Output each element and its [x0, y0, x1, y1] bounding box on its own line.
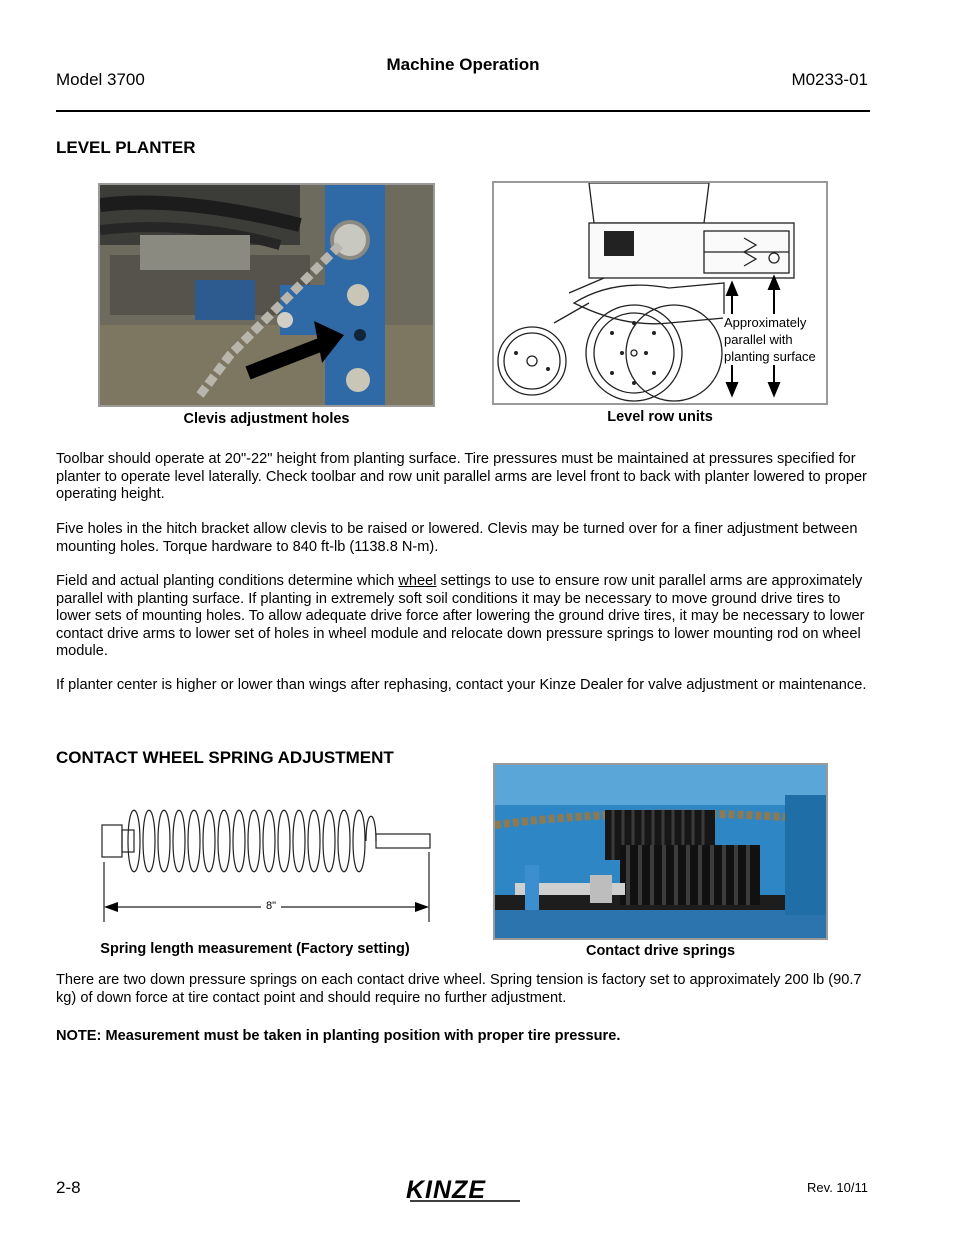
paragraph-rephasing: If planter center is higher or lower than wings after rephasing, contact your Kinze Dealer for valve adjustment or maintenance.: [56, 677, 867, 693]
revision: Rev. 10/11: [807, 1180, 868, 1195]
kinze-logo-text: KINZE: [406, 1176, 486, 1204]
caption-clevis-holes: Clevis adjustment holes: [183, 411, 350, 427]
contact-springs-photo: [493, 763, 828, 940]
header-divider: [56, 110, 870, 112]
section-title-level-planter: LEVEL PLANTER: [56, 138, 196, 157]
paragraph-down-pressure-springs: There are two down pressure springs on each contact drive wheel. Spring tension is factory set to approximately 200 lb (90.7 kg) of down force at tire contact point and should require no further adjustment.: [56, 972, 862, 1006]
spring-drawing: [98, 790, 438, 930]
clevis-photo: [98, 183, 435, 407]
kinze-logo: [404, 1176, 524, 1204]
paragraph-field-conditions-start: Field and actual planting conditions determine which: [56, 573, 399, 589]
caption-contact-drive-springs: Contact drive springs: [585, 943, 736, 959]
paragraph-field-conditions-end: settings to use to ensure row unit parallel arms are approximately parallel with planting surface. If planting in extremely soft soil conditions it may be necessary to move ground drive tires to lower sets of mounting holes. To allow adequate drive force after lowering the ground drive tires, it may be necessary to lower contact drive arms to lower set of holes in wheel module and relocate down pressure springs to lower mounting rod on wheel module.: [56, 573, 865, 659]
paragraph-field-conditions: [56, 573, 871, 661]
clevis-photo-image: [100, 185, 433, 405]
caption-spring-length: Spring length measurement (Factory setting): [100, 941, 410, 957]
paragraph-toolbar-height: Toolbar should operate at 20"-22" height from planting surface. Tire pressures must be maintained at pressures specified for planter to operate level laterally. Check toolbar and row unit parallel arms are level front to back with planter lowered to proper operating height.: [56, 451, 867, 502]
header-model: Model 3700: [56, 70, 145, 89]
kinze-logo-mark: [404, 1176, 524, 1204]
spring-dimension-label: 8": [261, 900, 281, 912]
page-number: 2-8: [56, 1178, 81, 1197]
row-unit-line-drawing: [494, 183, 826, 403]
section-title-contact-wheel: CONTACT WHEEL SPRING ADJUSTMENT: [56, 748, 394, 767]
caption-level-row-units: Level row units: [607, 409, 713, 425]
annotation-line-1: Approximately: [724, 315, 807, 330]
note-measurement: NOTE: Measurement must be taken in planting position with proper tire pressure.: [56, 1028, 621, 1044]
header-section-title: Machine Operation: [386, 55, 540, 74]
paragraph-field-conditions-wheel: wheel: [398, 573, 437, 589]
row-unit-drawing: [492, 181, 828, 405]
parallel-annotation: [723, 314, 817, 365]
annotation-line-3: planting surface: [724, 349, 816, 364]
contact-springs-photo-image: [495, 765, 826, 938]
paragraph-hitch-holes: Five holes in the hitch bracket allow clevis to be raised or lowered. Clevis may be turned over for a finer adjustment between mounting holes. Torque hardware to 840 ft-lb (1138.8 N-m).: [56, 521, 858, 555]
header-doc-number: M0233-01: [791, 70, 868, 89]
annotation-line-2: parallel with: [724, 332, 793, 347]
